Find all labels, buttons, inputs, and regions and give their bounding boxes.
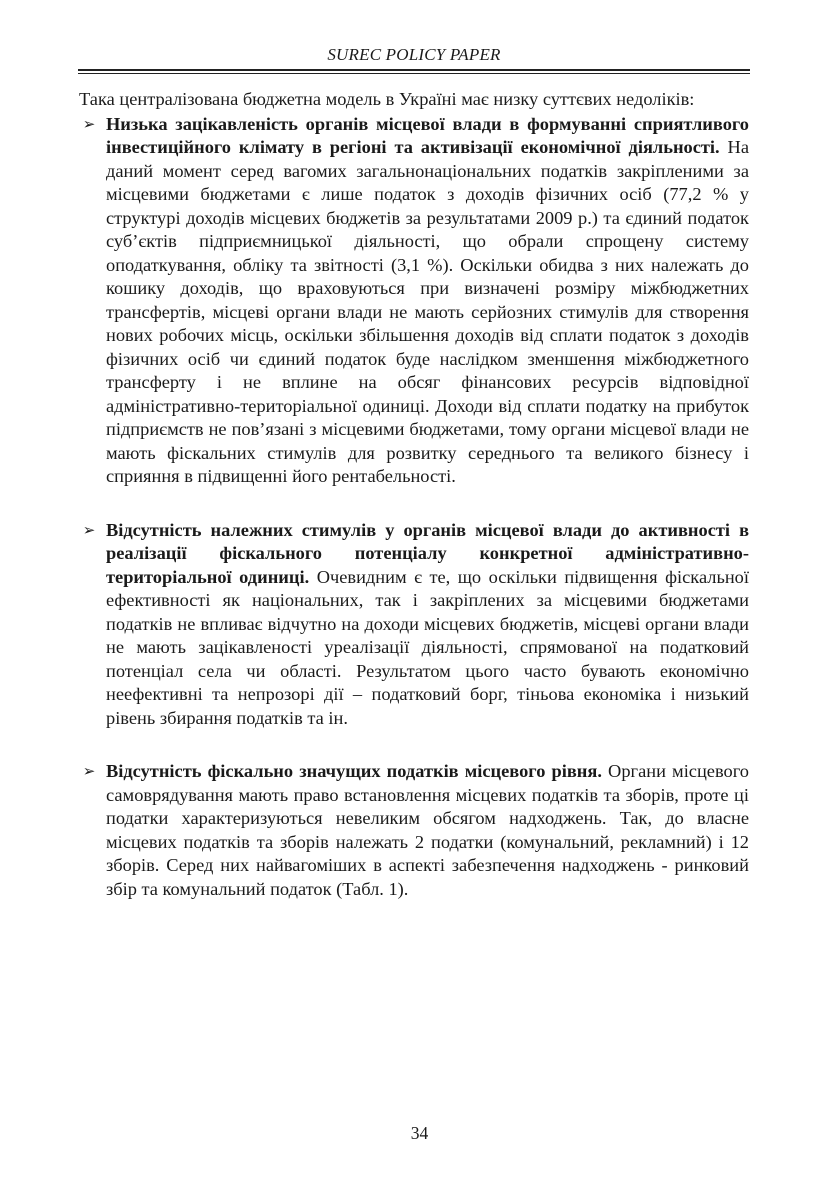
- header-rule: [78, 69, 750, 71]
- page-number: 34: [410, 1123, 429, 1143]
- bullet-lead: Відсутність належних стимулів у органів місцевої влади до активності в реалізації фіскального потенціалу конкретної адміністративно-територіальної одиниці.: [106, 519, 749, 587]
- bullet-item: [79, 113, 749, 489]
- bullet-lead: Відсутність фіскально значущих податків місцевого рівня.: [106, 761, 602, 781]
- running-header: SUREC POLICY PAPER: [327, 45, 501, 64]
- body-text: [79, 88, 749, 901]
- bullet-text: Очевидним є те, що оскільки підвищення фіскальної ефективності як національних, так і закріплених за місцевими бюджетами податків не впливає відчутно на доходи місцевих бюджетів, місцеві органи влади не мають зацікавленості уреалізації діяльності, спрямованої на податковий потенціал села чи області. Результатом цього часто бувають економічно неефективні та непрозорі дії – податковий борг, тіньова економіка і низький рівень збирання податків та ін.: [106, 566, 749, 728]
- header-rule-thin: [78, 73, 750, 74]
- intro-paragraph: Така централізована бюджетна модель в Україні має низку суттєвих недоліків:: [79, 89, 695, 109]
- bullet-item: [79, 760, 749, 901]
- arrow-bullet-icon: ➢: [82, 520, 96, 539]
- arrow-bullet-icon: ➢: [82, 114, 96, 133]
- bullet-text: Органи місцевого самоврядування мають право встановлення місцевих податків та зборів, проте ці податки характеризуються невеликим обсягом надходжень. Так, до власне місцевих податків та зборів належать 2 податки (комунальний, рекламний) і 12 зборів. Серед них найвагоміших в аспекті забезпечення надходжень - ринковий збір та комунальний податок (Табл. 1).: [106, 761, 749, 899]
- bullet-text: На даний момент серед вагомих загальнонаціональних податків закріпленими за місцевими бюджетами є лише податок з доходів фізичних осіб (77,2 % у структурі доходів місцевих бюджетів за результатами 2009 р.) та єдиний податок суб’єктів підприємницької діяльності, що обрали спрощену систему оподаткування, обліку та звітності (3,1 %). Оскільки обидва з них належать до кошику доходів, що враховуються при визначені розміру міжбюджетних трансфертів, місцеві органи влади не мають серйозних стимулів для створення нових робочих місць, оскільки збільшення доходів від сплати податок з доходів фізичних осіб чи єдиний податок буде наслідком зменшення міжбюджетного трансферту і не вплине на обсяг фінансових ресурсів відповідної адміністративно-територіальної одиниці. Доходи від сплати податку на прибуток підприємств не пов’язані з місцевими бюджетами, тому органи місцевої влади не мають фіскальних стимулів для розвитку середнього та великого бізнесу і сприяння в підвищенні його рентабельності.: [106, 137, 749, 486]
- bullet-lead: Низька зацікавленість органів місцевої влади в формуванні сприятливого інвестиційного клімату в регіоні та активізації економічної діяльності.: [106, 113, 749, 157]
- bullet-item: [79, 519, 749, 731]
- arrow-bullet-icon: ➢: [82, 762, 96, 780]
